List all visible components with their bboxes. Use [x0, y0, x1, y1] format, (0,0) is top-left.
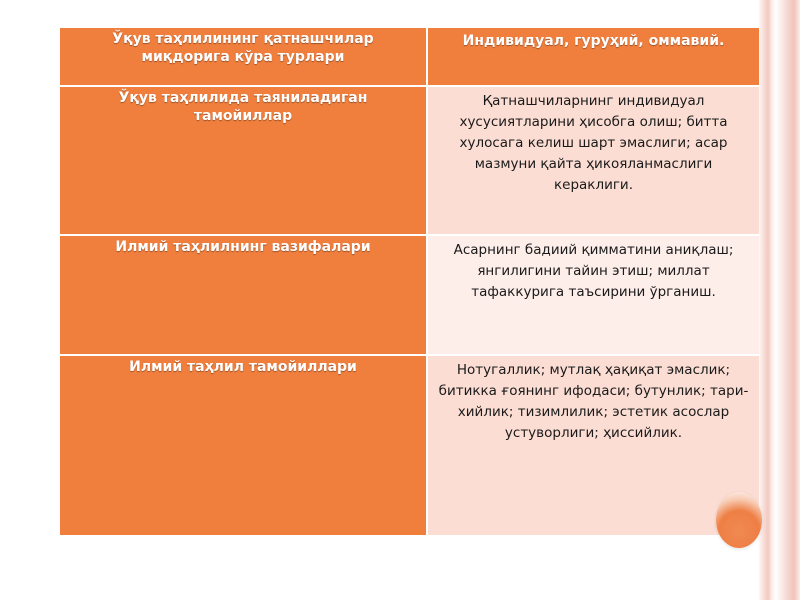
cell-text: Қатнашчиларнинг индивидуал хусусиятларини ҳисобга олиш; битта хулосага келиш шарт эмаслиги; асар мазмуни қайта ҳикояланмаслиги кераклиги. [459, 93, 728, 193]
table-cell-definition [427, 235, 759, 355]
content-table [60, 28, 759, 537]
cell-text: Ўқув таҳлилида таяниладиган тамойиллар [118, 90, 368, 124]
table-row [60, 355, 759, 536]
cell-text: Илмий таҳлилнинг вазифалари [115, 239, 371, 255]
cell-text: Нотугаллик; мутлақ ҳақиқат эмаслик; битикка ғоянинг ифодаси; бутунлик; тари-хийлик; тизимлилик; эстетик асослар устуворлиги; ҳиссийлик. [438, 362, 749, 441]
table-cell-term [60, 28, 427, 86]
decorative-side-stripe [758, 0, 800, 600]
table-row [60, 235, 759, 355]
table-cell-definition [427, 86, 759, 235]
table-cell-term [60, 86, 427, 235]
decorative-circle [716, 492, 762, 548]
table-row [60, 86, 759, 235]
table-cell-term [60, 355, 427, 536]
cell-text: Индивидуал, гуруҳий, оммавий. [462, 33, 725, 49]
cell-text: Илмий таҳлил тамойиллари [129, 359, 357, 375]
table-cell-definition [427, 355, 759, 536]
table-cell-term [60, 235, 427, 355]
table-row [60, 28, 759, 86]
cell-text: Ўқув таҳлилининг қатнашчилар миқдорига кўра турлари [112, 31, 374, 65]
table-cell-definition [427, 28, 759, 86]
cell-text: Асарнинг бадиий қимматини аниқлаш; янгилигини тайин этиш; миллат тафаккурига таъсирини ўрганиш. [453, 242, 734, 300]
